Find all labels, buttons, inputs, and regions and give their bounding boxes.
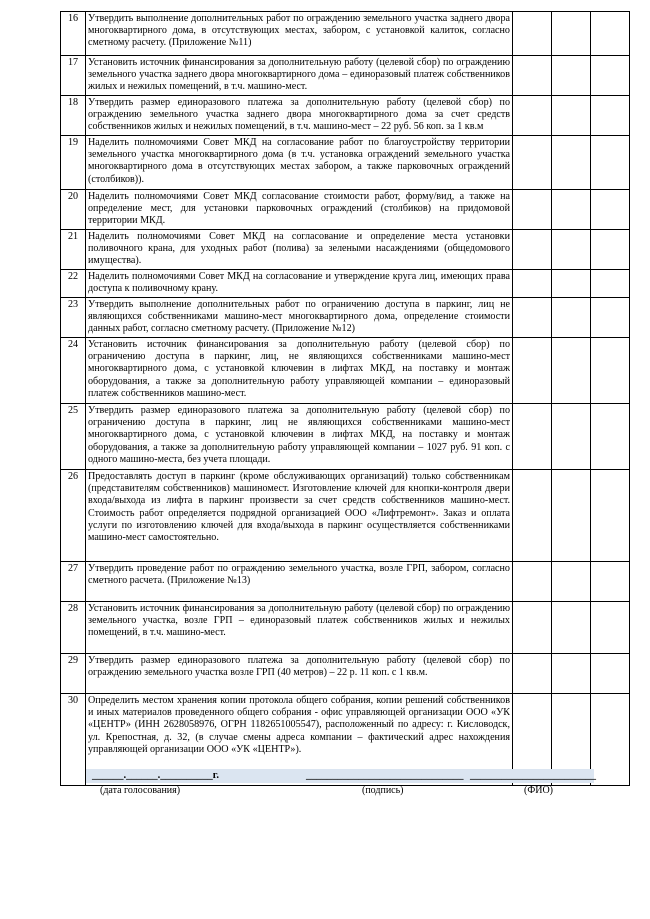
question-text-line: многоквартирного дома, с установкой ключевин в лифтах МКД, на поставку и монтаж (88, 363, 510, 375)
question-text (86, 96, 513, 136)
vote-against-cell[interactable] (552, 602, 591, 654)
question-text-line: земельного участка многоквартирного дома в отсутствующих местах забором, а также (88, 149, 511, 173)
question-text-line: собственников жилых и нежилых помещений, в т.ч. машино-мест – 22 руб. 56 коп. за 1 кв.м (88, 121, 484, 133)
question-row (61, 298, 630, 338)
vote-against-cell[interactable] (552, 190, 591, 230)
vote-abstain-cell[interactable] (591, 470, 630, 562)
question-text-line: Утвердить выполнение дополнительных работ по ограждению земельного участка заднего (88, 13, 483, 24)
vote-against-cell[interactable] (552, 338, 591, 404)
question-text-line: согласно сметного расчета. (Приложение №13) (88, 563, 510, 587)
question-text-line: территории МКД. (88, 215, 166, 227)
vote-against-cell[interactable] (552, 136, 591, 190)
question-number: 16 (61, 12, 86, 56)
question-text (86, 230, 513, 270)
signature-caption: (подпись) (362, 785, 404, 796)
vote-abstain-cell[interactable] (591, 56, 630, 96)
question-text-line: (общедомового имущества). (88, 243, 510, 267)
question-text-line: территории земельного участка многоквартирного дома (в т.ч. установка ограждений (88, 137, 511, 161)
question-number: 17 (61, 56, 86, 96)
voting-table-body (61, 12, 630, 786)
vote-abstain-cell[interactable] (591, 12, 630, 56)
question-row (61, 12, 630, 56)
question-number: 27 (61, 562, 86, 602)
vote-for-cell[interactable] (513, 602, 552, 654)
question-text-line: расположенный по адресу: г. Кисловодск, ул. Крепостная, д. 32, (в случае смены адреса (88, 719, 510, 743)
vote-against-cell[interactable] (552, 270, 591, 298)
question-row (61, 654, 630, 694)
question-text-line: и нежилых помещений, в т.ч. машино-мест. (88, 615, 510, 639)
question-row (61, 56, 630, 96)
question-text (86, 298, 513, 338)
vote-against-cell[interactable] (552, 470, 591, 562)
question-row (61, 270, 630, 298)
question-text-line: платеж собственников жилых и нежилых помещений, в т.ч. машино-мест. (88, 69, 510, 93)
question-text-line: Предоставлять доступ в паркинг (кроме обслуживающих организаций) только (88, 471, 441, 482)
question-text-line: Установить источник финансирования за дополнительную работу (целевой сбор) по (88, 57, 454, 68)
question-text-line: ограждению земельного участка, возле ГРП – единоразовый платеж собственников жилых (88, 603, 510, 627)
vote-against-cell[interactable] (552, 96, 591, 136)
question-text-line: кнопки-контроля двери входа/выхода из лифта в паркинг произвести за счет средств (88, 483, 510, 507)
question-text-line: платеж собственников машино-мест. (88, 387, 247, 399)
vote-abstain-cell[interactable] (591, 602, 630, 654)
question-text-line: права доступа к поливочному крану. (88, 271, 510, 295)
question-text-line: ограничению доступа в паркинг, лиц не являющихся собственниками машино-мест (88, 417, 510, 429)
question-number: 21 (61, 230, 86, 270)
question-text-line: Установить источник финансирования за дополнительную работу (целевой сбор) по (88, 603, 454, 614)
question-text (86, 404, 513, 470)
question-text (86, 56, 513, 96)
vote-abstain-cell[interactable] (591, 230, 630, 270)
vote-against-cell[interactable] (552, 654, 591, 694)
question-text-line: паркинг осуществляется собственниками машино-мест самостоятельно. (88, 519, 511, 544)
question-text (86, 338, 513, 404)
question-number: 23 (61, 298, 86, 338)
question-text (86, 190, 513, 230)
question-text-line: Наделить полномочиями Совет МКД на согласование и утверждение круга лиц, имеющих (88, 271, 483, 282)
question-text-line: Наделить полномочиями Совет МКД согласование стоимости работ, форму/вид, а также на (88, 191, 510, 202)
question-number: 22 (61, 270, 86, 298)
question-number: 30 (61, 694, 86, 786)
vote-abstain-cell[interactable] (591, 694, 630, 786)
vote-for-cell[interactable] (513, 562, 552, 602)
vote-for-cell[interactable] (513, 230, 552, 270)
question-row (61, 190, 630, 230)
question-text-line: оборудования, а также за дополнительную работу управляющей компании – 1027 руб. 91 (88, 441, 482, 453)
question-text-line: Установить источник финансирования за дополнительную работу (целевой сбор) по (88, 339, 510, 350)
question-text-line: Утвердить размер единоразового платежа за дополнительную работу (целевой сбор) по (88, 97, 510, 108)
question-text-line: многоквартирного дома, с установкой ключевин в лифтах МКД, на поставку и монтаж (88, 429, 510, 441)
question-text (86, 654, 513, 694)
vote-abstain-cell[interactable] (591, 136, 630, 190)
question-text-line: Утвердить проведение работ по ограждению земельного участка, возле ГРП, забором, (88, 563, 469, 574)
vote-against-cell[interactable] (552, 230, 591, 270)
question-row (61, 230, 630, 270)
vote-abstain-cell[interactable] (591, 404, 630, 470)
vote-for-cell[interactable] (513, 298, 552, 338)
question-text-line: Утвердить размер единоразового платежа за дополнительную работу (целевой сбор) по (88, 655, 510, 666)
question-number: 29 (61, 654, 86, 694)
question-text-line: собственникам (представителям собственников) машиномест. Изготовление ключей для (88, 471, 510, 495)
vote-against-cell[interactable] (552, 12, 591, 56)
vote-for-cell[interactable] (513, 270, 552, 298)
fio-field-line[interactable]: ________________________ (470, 770, 596, 781)
vote-abstain-cell[interactable] (591, 298, 630, 338)
question-row (61, 602, 630, 654)
question-text-line: «ЦЕНТР»). (252, 743, 302, 755)
question-text-line: коп. с одного машино-места, без учета площади. (88, 441, 510, 465)
vote-abstain-cell[interactable] (591, 654, 630, 694)
vote-for-cell[interactable] (513, 96, 552, 136)
voting-table (60, 11, 630, 786)
question-text (86, 470, 513, 562)
question-text-line: ООО «Лифтремонт». Заказ и оплата услуги по изготовлению ключей для входа/выхода в (88, 507, 510, 531)
question-text (86, 136, 513, 190)
vote-for-cell[interactable] (513, 470, 552, 562)
vote-for-cell[interactable] (513, 190, 552, 230)
question-text-line: Определить местом хранения копии протокола общего собрания, копии решений (88, 695, 444, 706)
question-text-line: собственников машино-мест. Стоимость работ определяется подрядной организацией (88, 495, 510, 519)
question-text-line: Наделить полномочиями Совет МКД на согласование и определение места установки (88, 231, 510, 242)
question-number: 18 (61, 96, 86, 136)
question-text-line: согласно сметному расчету. (Приложение №11) (88, 25, 510, 49)
question-number: 20 (61, 190, 86, 230)
question-text-line: Утвердить размер единоразового платежа за дополнительную работу (целевой сбор) по (88, 405, 510, 416)
vote-against-cell[interactable] (552, 56, 591, 96)
question-text-line: ограждению земельного участка возле ГРП (40 метров) – 22 р. 11 коп. с 1 кв.м. (88, 667, 428, 679)
date-caption: (дата голосования) (100, 785, 181, 796)
vote-against-cell[interactable] (552, 298, 591, 338)
question-text-line: собственников и иных материалов проведенного общего собрания - офис управляющей (88, 695, 510, 719)
question-row (61, 136, 630, 190)
question-text-line: поливочного крана, для уходных работ (полива) за зелеными насаждениями (88, 243, 439, 255)
question-text-line: стоимости данных работ, согласно сметному расчету. (Приложение №12) (88, 311, 510, 335)
question-row (61, 338, 630, 404)
vote-for-cell[interactable] (513, 654, 552, 694)
question-text (86, 270, 513, 298)
question-text-line: ограждению земельного участка заднего двора многоквартирного дома за счет средств (88, 109, 510, 121)
vote-abstain-cell[interactable] (591, 338, 630, 404)
question-text-line: ограждению земельного участка заднего двора многоквартирного дома – единоразовый (88, 57, 510, 81)
vote-for-cell[interactable] (513, 404, 552, 470)
fio-caption: (ФИО) (524, 785, 554, 796)
question-text-line: Утвердить выполнение дополнительных работ по ограничению доступа в паркинг, лиц не (88, 299, 510, 310)
vote-abstain-cell[interactable] (591, 270, 630, 298)
question-row (61, 470, 630, 562)
question-text-line: парковочных ограждений (столбиков)). (88, 161, 510, 185)
vote-against-cell[interactable] (552, 404, 591, 470)
question-row (61, 96, 630, 136)
question-text-line: компании – фактический адрес нахождения управляющей организации ООО «УК (88, 731, 510, 755)
question-text (86, 562, 513, 602)
question-number: 19 (61, 136, 86, 190)
question-text (86, 602, 513, 654)
question-row (61, 404, 630, 470)
vote-abstain-cell[interactable] (591, 562, 630, 602)
question-row (61, 562, 630, 602)
vote-for-cell[interactable] (513, 136, 552, 190)
vote-abstain-cell[interactable] (591, 96, 630, 136)
question-text-line: двора многоквартирного дома, в отсутствующих местах, забором, с установкой калиток, (88, 13, 511, 37)
vote-for-cell[interactable] (513, 338, 552, 404)
vote-for-cell[interactable] (513, 56, 552, 96)
question-number: 24 (61, 338, 86, 404)
question-text-line: оборудования, а также за дополнительную работу управляющей компании – единоразовый (88, 375, 510, 387)
question-number: 26 (61, 470, 86, 562)
question-text-line: Наделить полномочиями Совет МКД на согласование работ по благоустройству (88, 137, 456, 148)
question-text-line: определение мест, для установки парковочных ограждений (столбиков) на придомовой (88, 203, 510, 215)
question-number: 28 (61, 602, 86, 654)
question-text (86, 12, 513, 56)
question-text-line: организации ООО «УК «ЦЕНТР» (ИНН 2628058976, ОГРН 1182651005547), (88, 707, 510, 731)
vote-abstain-cell[interactable] (591, 190, 630, 230)
date-field-line[interactable]: ______.______.__________г. (92, 770, 219, 781)
question-text-line: являющихся собственниками машино-мест многоквартирного дома, определение (88, 311, 459, 323)
question-text-line: ограничению доступа в паркинг, лиц, не являющихся собственниками машино-мест (88, 351, 510, 363)
vote-against-cell[interactable] (552, 562, 591, 602)
question-number: 25 (61, 404, 86, 470)
signature-field-line[interactable]: ______________________________ (306, 770, 464, 781)
vote-for-cell[interactable] (513, 12, 552, 56)
